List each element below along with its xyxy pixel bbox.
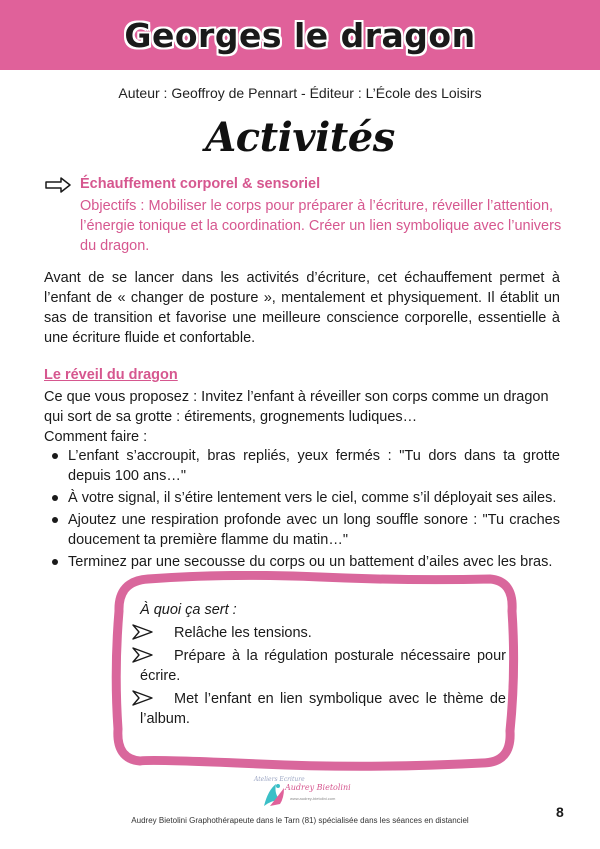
logo-name: Audrey Bietolini <box>285 783 351 792</box>
benefit-text: Met l’enfant en lien symbolique avec le thème de l’album. <box>140 691 506 727</box>
title-banner <box>0 0 600 70</box>
how-to-label: Comment faire : <box>44 429 148 445</box>
page-number: 8 <box>556 804 564 820</box>
step-text: À votre signal, il s’étire lentement vers le ciel, comme s’il déployait ses ailes. <box>68 490 557 506</box>
chevron-arrow-icon <box>130 646 156 664</box>
footer-text: Audrey Bietolini Graphothérapeute dans le Tarn (81) spécialisée dans les séances en distanciel <box>131 816 469 825</box>
intro-paragraph: Avant de se lancer dans les activités d’écriture, cet échauffement permet à l’enfant de « changer de posture », mentalement et physiquement. Il établit un sas de transition et favorise une meilleure conscience corporelle, essentielle à une écriture fluide et confortable. <box>44 270 560 346</box>
bullet-icon <box>52 495 58 501</box>
benefit-item <box>140 689 506 729</box>
objective-heading: Échauffement corporel & sensoriel <box>80 176 321 192</box>
book-title: Georges le dragon <box>124 15 476 55</box>
step-item <box>44 488 560 508</box>
logo-tagline: Ateliers Ecriture <box>254 776 305 783</box>
step-text: L’enfant s’accroupit, bras repliés, yeux fermés : "Tu dors dans ta grotte depuis 100 ans…" <box>68 448 560 484</box>
author-publisher-line: Auteur : Geoffroy de Pennart - Éditeur : L’École des Loisirs <box>118 85 482 101</box>
chevron-arrow-icon <box>130 623 156 641</box>
benefit-text: Prépare à la régulation posturale nécessaire pour écrire. <box>140 648 506 684</box>
chevron-arrow-icon <box>130 689 156 707</box>
benefits-content <box>140 600 506 732</box>
benefit-item <box>140 623 506 643</box>
bullet-icon <box>52 517 58 523</box>
section-title: Activités <box>205 114 395 161</box>
step-text: Ajoutez une respiration profonde avec un long souffle sonore : "Tu craches doucement ta première flamme du matin…" <box>68 512 560 548</box>
arrow-right-icon <box>44 176 72 194</box>
bullet-icon <box>52 453 58 459</box>
benefits-intro: À quoi ça sert : <box>140 602 237 618</box>
bullet-icon <box>52 559 58 565</box>
benefit-item <box>140 646 506 686</box>
benefit-text: Relâche les tensions. <box>174 625 312 641</box>
step-item <box>44 552 560 572</box>
objective-text: Objectifs : Mobiliser le corps pour préparer à l’écriture, réveiller l’attention, l’énergie tonique et la coordination. Créer un lien symbolique avec l’univers du dragon. <box>80 198 562 254</box>
step-item <box>44 446 560 486</box>
logo-url: www.audrey-bietolini.com <box>290 796 336 801</box>
step-item <box>44 510 560 550</box>
activity-title: Le réveil du dragon <box>44 367 178 383</box>
step-text: Terminez par une secousse du corps ou un battement d’ailes avec les bras. <box>68 554 553 570</box>
steps-list <box>44 446 560 574</box>
activity-proposal: Ce que vous proposez : Invitez l’enfant à réveiller son corps comme un dragon qui sort de sa grotte : étirements, grognements ludiques… <box>44 389 549 425</box>
